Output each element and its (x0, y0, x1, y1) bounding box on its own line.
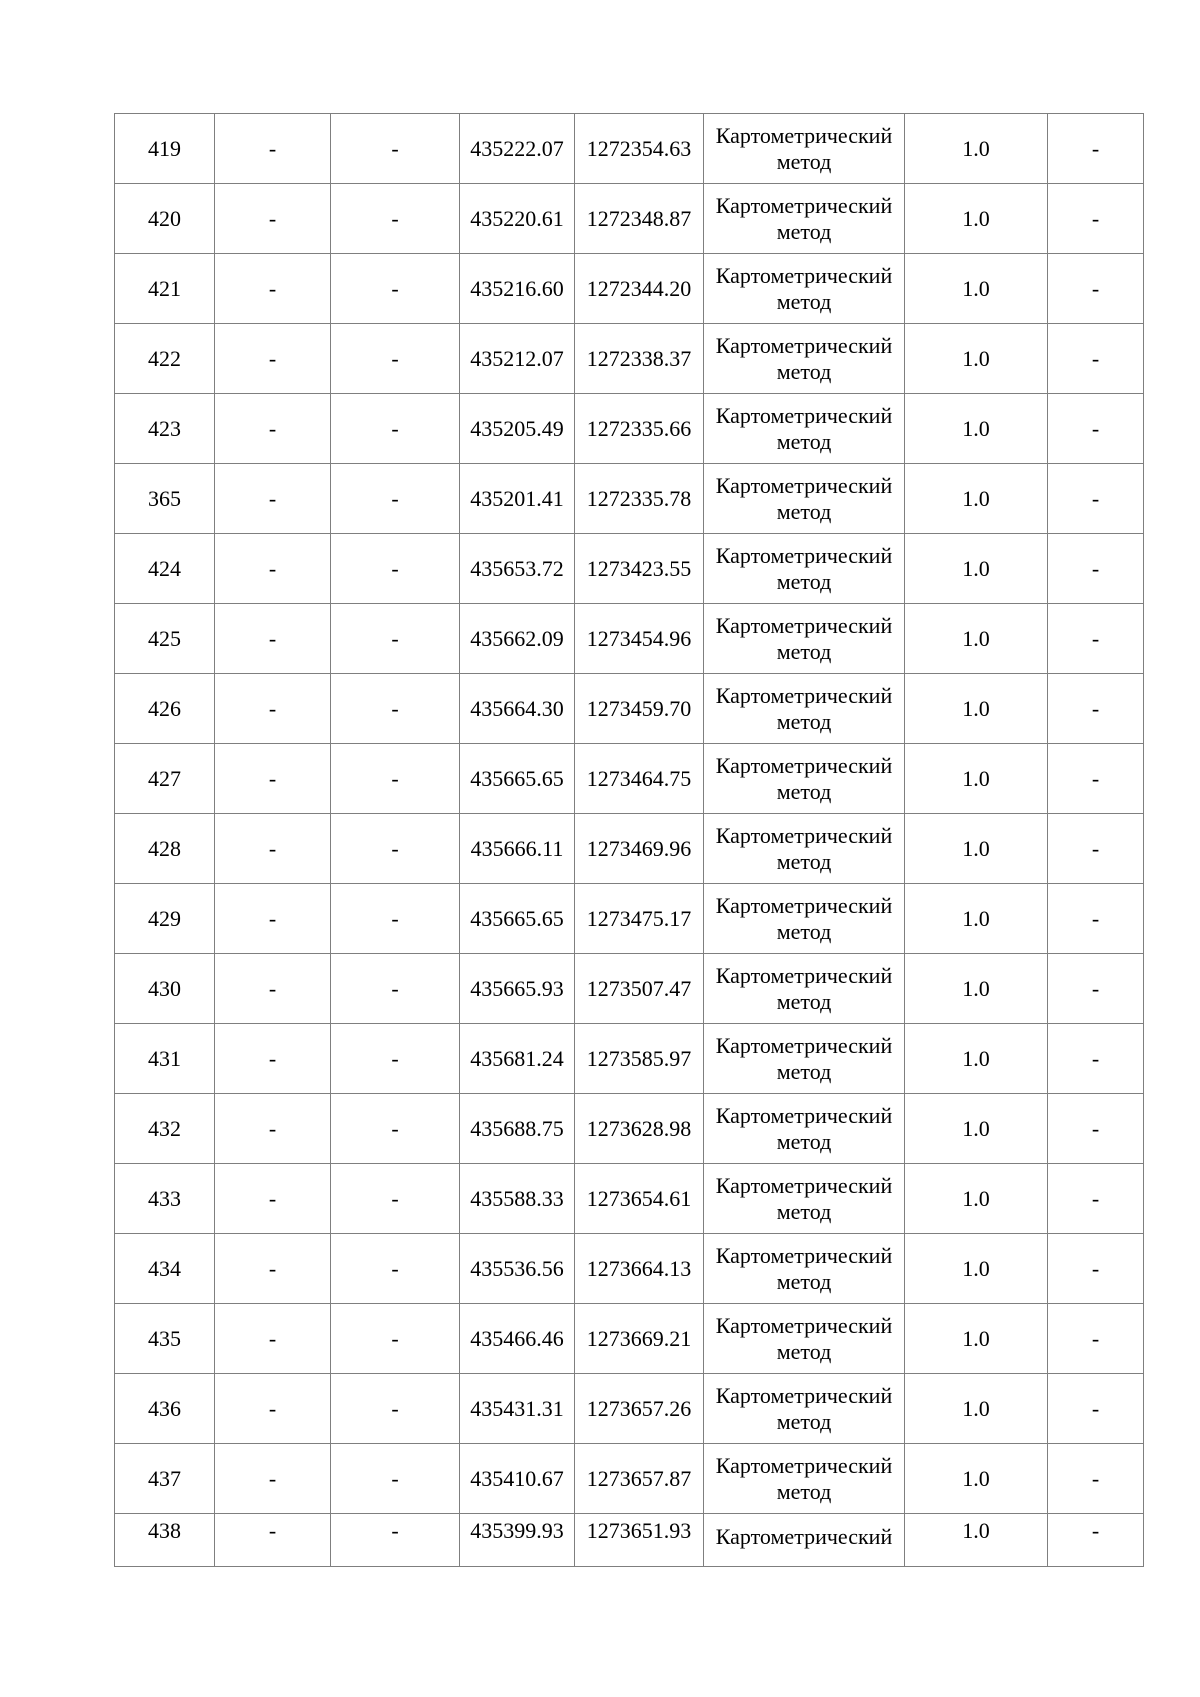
point-number-cell: 422 (115, 324, 215, 394)
x-coordinate-cell: 435431.31 (460, 1374, 575, 1444)
dash-cell: - (215, 744, 331, 814)
method-cell: Картометрический метод (704, 744, 905, 814)
dash-cell: - (215, 394, 331, 464)
precision-cell: 1.0 (905, 1234, 1048, 1304)
x-coordinate-cell: 435216.60 (460, 254, 575, 324)
y-coordinate-cell: 1273585.97 (575, 1024, 704, 1094)
dash-cell: - (331, 884, 460, 954)
dash-cell: - (331, 674, 460, 744)
table-row (115, 1234, 1144, 1304)
dash-cell: - (331, 744, 460, 814)
dash-cell: - (331, 954, 460, 1024)
y-coordinate-cell: 1272354.63 (575, 114, 704, 184)
y-coordinate-cell: 1272348.87 (575, 184, 704, 254)
table-row (115, 744, 1144, 814)
method-cell: Картометрический метод (704, 674, 905, 744)
x-coordinate-cell: 435666.11 (460, 814, 575, 884)
dash-cell: - (1048, 1024, 1144, 1094)
dash-cell: - (215, 1444, 331, 1514)
table-row (115, 604, 1144, 674)
dash-cell: - (1048, 184, 1144, 254)
precision-cell: 1.0 (905, 1444, 1048, 1514)
point-number-cell: 432 (115, 1094, 215, 1164)
method-cell: Картометрический метод (704, 1234, 905, 1304)
y-coordinate-cell: 1273657.87 (575, 1444, 704, 1514)
dash-cell: - (215, 1374, 331, 1444)
x-coordinate-cell: 435201.41 (460, 464, 575, 534)
method-cell: Картометрический метод (704, 1024, 905, 1094)
y-coordinate-cell: 1273657.26 (575, 1374, 704, 1444)
dash-cell: - (331, 254, 460, 324)
table-row (115, 884, 1144, 954)
point-number-cell: 426 (115, 674, 215, 744)
table-row (115, 1514, 1144, 1567)
method-cell: Картометрический метод (704, 534, 905, 604)
x-coordinate-cell: 435681.24 (460, 1024, 575, 1094)
dash-cell: - (215, 1024, 331, 1094)
x-coordinate-cell: 435665.65 (460, 884, 575, 954)
dash-cell: - (1048, 674, 1144, 744)
x-coordinate-cell: 435588.33 (460, 1164, 575, 1234)
precision-cell: 1.0 (905, 884, 1048, 954)
method-cell: Картометрический метод (704, 1164, 905, 1234)
method-cell: Картометрический метод (704, 1444, 905, 1514)
x-coordinate-cell: 435220.61 (460, 184, 575, 254)
x-coordinate-cell: 435662.09 (460, 604, 575, 674)
dash-cell: - (331, 1024, 460, 1094)
point-number-cell: 419 (115, 114, 215, 184)
precision-cell: 1.0 (905, 114, 1048, 184)
dash-cell: - (1048, 534, 1144, 604)
x-coordinate-cell: 435399.93 (460, 1514, 575, 1567)
dash-cell: - (331, 114, 460, 184)
precision-cell: 1.0 (905, 604, 1048, 674)
table-row (115, 394, 1144, 464)
dash-cell: - (331, 184, 460, 254)
method-cell: Картометрический метод (704, 184, 905, 254)
dash-cell: - (331, 604, 460, 674)
dash-cell: - (215, 1164, 331, 1234)
precision-cell: 1.0 (905, 1024, 1048, 1094)
point-number-cell: 425 (115, 604, 215, 674)
table-row (115, 1094, 1144, 1164)
table-row (115, 674, 1144, 744)
y-coordinate-cell: 1273459.70 (575, 674, 704, 744)
y-coordinate-cell: 1273628.98 (575, 1094, 704, 1164)
table-row (115, 254, 1144, 324)
y-coordinate-cell: 1273507.47 (575, 954, 704, 1024)
method-cell: Картометрический метод (704, 1374, 905, 1444)
dash-cell: - (215, 814, 331, 884)
y-coordinate-cell: 1273469.96 (575, 814, 704, 884)
dash-cell: - (215, 674, 331, 744)
precision-cell: 1.0 (905, 1094, 1048, 1164)
method-cell: Картометрический метод (704, 1094, 905, 1164)
x-coordinate-cell: 435222.07 (460, 114, 575, 184)
y-coordinate-cell: 1273651.93 (575, 1514, 704, 1567)
dash-cell: - (331, 1374, 460, 1444)
point-number-cell: 436 (115, 1374, 215, 1444)
dash-cell: - (331, 1234, 460, 1304)
table-row (115, 1164, 1144, 1234)
y-coordinate-cell: 1272335.78 (575, 464, 704, 534)
dash-cell: - (1048, 254, 1144, 324)
x-coordinate-cell: 435665.93 (460, 954, 575, 1024)
y-coordinate-cell: 1273464.75 (575, 744, 704, 814)
dash-cell: - (331, 1094, 460, 1164)
dash-cell: - (215, 1304, 331, 1374)
dash-cell: - (331, 1514, 460, 1567)
method-cell: Картометрический (704, 1514, 905, 1567)
y-coordinate-cell: 1272338.37 (575, 324, 704, 394)
precision-cell: 1.0 (905, 394, 1048, 464)
method-cell: Картометрический метод (704, 954, 905, 1024)
dash-cell: - (1048, 884, 1144, 954)
x-coordinate-cell: 435205.49 (460, 394, 575, 464)
y-coordinate-cell: 1273423.55 (575, 534, 704, 604)
dash-cell: - (215, 324, 331, 394)
method-cell: Картометрический метод (704, 604, 905, 674)
x-coordinate-cell: 435688.75 (460, 1094, 575, 1164)
method-cell: Картометрический метод (704, 884, 905, 954)
x-coordinate-cell: 435665.65 (460, 744, 575, 814)
dash-cell: - (331, 814, 460, 884)
precision-cell: 1.0 (905, 814, 1048, 884)
dash-cell: - (1048, 1374, 1144, 1444)
point-number-cell: 438 (115, 1514, 215, 1567)
dash-cell: - (1048, 1094, 1144, 1164)
dash-cell: - (215, 534, 331, 604)
x-coordinate-cell: 435212.07 (460, 324, 575, 394)
method-cell: Картометрический метод (704, 394, 905, 464)
point-number-cell: 435 (115, 1304, 215, 1374)
dash-cell: - (215, 604, 331, 674)
dash-cell: - (215, 1514, 331, 1567)
precision-cell: 1.0 (905, 324, 1048, 394)
table-row (115, 534, 1144, 604)
precision-cell: 1.0 (905, 184, 1048, 254)
dash-cell: - (215, 114, 331, 184)
point-number-cell: 430 (115, 954, 215, 1024)
precision-cell: 1.0 (905, 254, 1048, 324)
method-cell: Картометрический метод (704, 254, 905, 324)
dash-cell: - (215, 954, 331, 1024)
y-coordinate-cell: 1273654.61 (575, 1164, 704, 1234)
dash-cell: - (1048, 604, 1144, 674)
dash-cell: - (215, 1234, 331, 1304)
dash-cell: - (215, 184, 331, 254)
dash-cell: - (1048, 1514, 1144, 1567)
precision-cell: 1.0 (905, 534, 1048, 604)
table-row (115, 1374, 1144, 1444)
precision-cell: 1.0 (905, 744, 1048, 814)
method-cell: Картометрический метод (704, 324, 905, 394)
dash-cell: - (331, 394, 460, 464)
precision-cell: 1.0 (905, 1164, 1048, 1234)
precision-cell: 1.0 (905, 674, 1048, 744)
y-coordinate-cell: 1273664.13 (575, 1234, 704, 1304)
dash-cell: - (331, 1304, 460, 1374)
x-coordinate-cell: 435664.30 (460, 674, 575, 744)
table-row (115, 1444, 1144, 1514)
dash-cell: - (1048, 114, 1144, 184)
y-coordinate-cell: 1273669.21 (575, 1304, 704, 1374)
table-row (115, 184, 1144, 254)
dash-cell: - (1048, 1304, 1144, 1374)
dash-cell: - (1048, 464, 1144, 534)
point-number-cell: 365 (115, 464, 215, 534)
x-coordinate-cell: 435466.46 (460, 1304, 575, 1374)
precision-cell: 1.0 (905, 1304, 1048, 1374)
dash-cell: - (1048, 1444, 1144, 1514)
dash-cell: - (331, 1164, 460, 1234)
point-number-cell: 434 (115, 1234, 215, 1304)
dash-cell: - (1048, 1164, 1144, 1234)
dash-cell: - (331, 464, 460, 534)
dash-cell: - (1048, 394, 1144, 464)
dash-cell: - (1048, 744, 1144, 814)
point-number-cell: 424 (115, 534, 215, 604)
y-coordinate-cell: 1272344.20 (575, 254, 704, 324)
point-number-cell: 431 (115, 1024, 215, 1094)
dash-cell: - (1048, 324, 1144, 394)
dash-cell: - (1048, 954, 1144, 1024)
x-coordinate-cell: 435653.72 (460, 534, 575, 604)
precision-cell: 1.0 (905, 1374, 1048, 1444)
x-coordinate-cell: 435536.56 (460, 1234, 575, 1304)
method-cell: Картометрический метод (704, 1304, 905, 1374)
precision-cell: 1.0 (905, 1514, 1048, 1567)
table-row (115, 464, 1144, 534)
table-row (115, 814, 1144, 884)
method-cell: Картометрический метод (704, 814, 905, 884)
point-number-cell: 420 (115, 184, 215, 254)
precision-cell: 1.0 (905, 464, 1048, 534)
method-cell: Картометрический метод (704, 114, 905, 184)
point-number-cell: 433 (115, 1164, 215, 1234)
method-cell: Картометрический метод (704, 464, 905, 534)
dash-cell: - (331, 1444, 460, 1514)
table-body (115, 114, 1144, 1567)
precision-cell: 1.0 (905, 954, 1048, 1024)
dash-cell: - (215, 254, 331, 324)
dash-cell: - (215, 464, 331, 534)
point-number-cell: 428 (115, 814, 215, 884)
table-row (115, 1024, 1144, 1094)
dash-cell: - (215, 1094, 331, 1164)
table-row (115, 954, 1144, 1024)
point-number-cell: 427 (115, 744, 215, 814)
dash-cell: - (331, 534, 460, 604)
coordinates-table (114, 113, 1144, 1567)
y-coordinate-cell: 1273475.17 (575, 884, 704, 954)
table-row (115, 114, 1144, 184)
point-number-cell: 429 (115, 884, 215, 954)
dash-cell: - (1048, 814, 1144, 884)
table-row (115, 1304, 1144, 1374)
point-number-cell: 423 (115, 394, 215, 464)
dash-cell: - (1048, 1234, 1144, 1304)
table-row (115, 324, 1144, 394)
dash-cell: - (331, 324, 460, 394)
dash-cell: - (215, 884, 331, 954)
x-coordinate-cell: 435410.67 (460, 1444, 575, 1514)
y-coordinate-cell: 1272335.66 (575, 394, 704, 464)
point-number-cell: 437 (115, 1444, 215, 1514)
point-number-cell: 421 (115, 254, 215, 324)
y-coordinate-cell: 1273454.96 (575, 604, 704, 674)
